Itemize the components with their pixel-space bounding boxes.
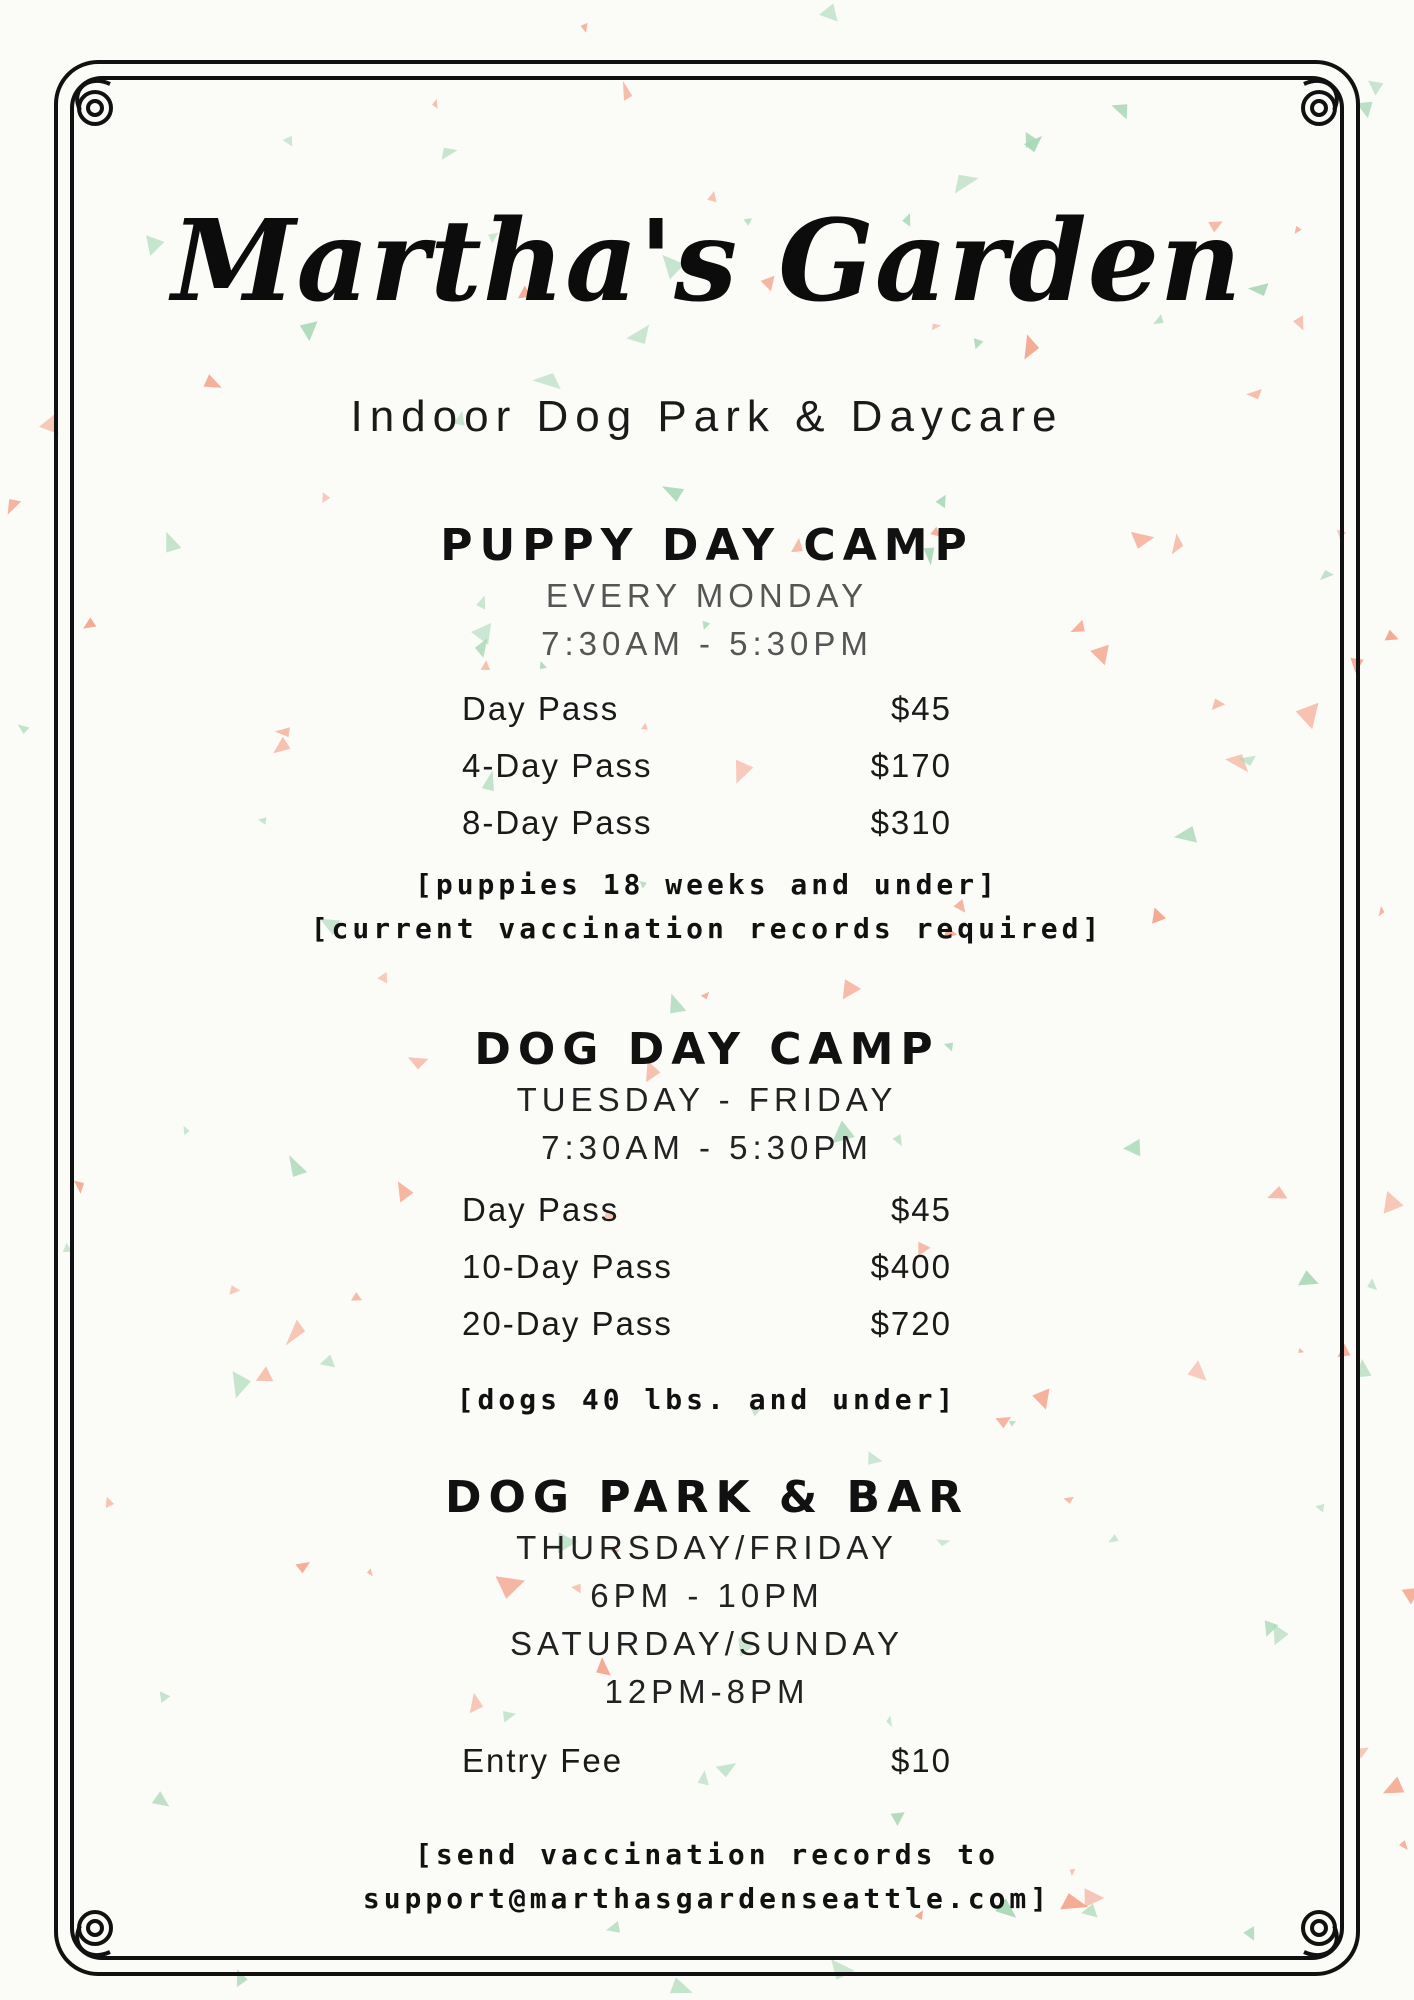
schedule-line: EVERY MONDAY xyxy=(545,577,869,614)
price-value: $10 xyxy=(890,1742,952,1779)
section-title-puppy-day-camp: PUPPY DAY CAMP xyxy=(440,520,974,571)
price-value: $400 xyxy=(870,1248,952,1285)
price-label: 20-Day Pass xyxy=(462,1305,673,1342)
price-label: 8-Day Pass xyxy=(462,804,653,841)
price-value: $720 xyxy=(870,1305,952,1342)
footer-email[interactable]: support@marthasgardenseattle.com] xyxy=(362,1882,1052,1915)
price-label: Entry Fee xyxy=(462,1742,624,1779)
page-title: Martha's Garden xyxy=(171,196,1243,327)
section-note: [puppies 18 weeks and under] xyxy=(414,868,999,901)
schedule-line: THURSDAY/FRIDAY xyxy=(516,1529,898,1566)
schedule-line: 7:30AM - 5:30PM xyxy=(541,625,873,662)
price-label: Day Pass xyxy=(462,690,620,727)
schedule-line: 12PM-8PM xyxy=(604,1673,810,1710)
section-title-dog-park-bar: DOG PARK & BAR xyxy=(444,1472,970,1523)
price-label: Day Pass xyxy=(462,1191,620,1228)
schedule-line: 6PM - 10PM xyxy=(590,1577,824,1614)
section-note: [current vaccination records required] xyxy=(310,912,1104,945)
schedule-line: SATURDAY/SUNDAY xyxy=(509,1625,905,1662)
footer-line: [send vaccination records to xyxy=(414,1838,999,1871)
section-title-dog-day-camp: DOG DAY CAMP xyxy=(474,1024,940,1075)
page-subtitle: Indoor Dog Park & Daycare xyxy=(350,392,1064,441)
price-value: $45 xyxy=(890,1191,952,1228)
price-value: $170 xyxy=(870,747,952,784)
schedule-line: 7:30AM - 5:30PM xyxy=(541,1129,873,1166)
price-label: 10-Day Pass xyxy=(462,1248,673,1285)
price-value: $310 xyxy=(870,804,952,841)
schedule-line: TUESDAY - FRIDAY xyxy=(516,1081,898,1118)
section-note: [dogs 40 lbs. and under] xyxy=(456,1383,958,1416)
price-value: $45 xyxy=(890,690,952,727)
price-label: 4-Day Pass xyxy=(462,747,653,784)
